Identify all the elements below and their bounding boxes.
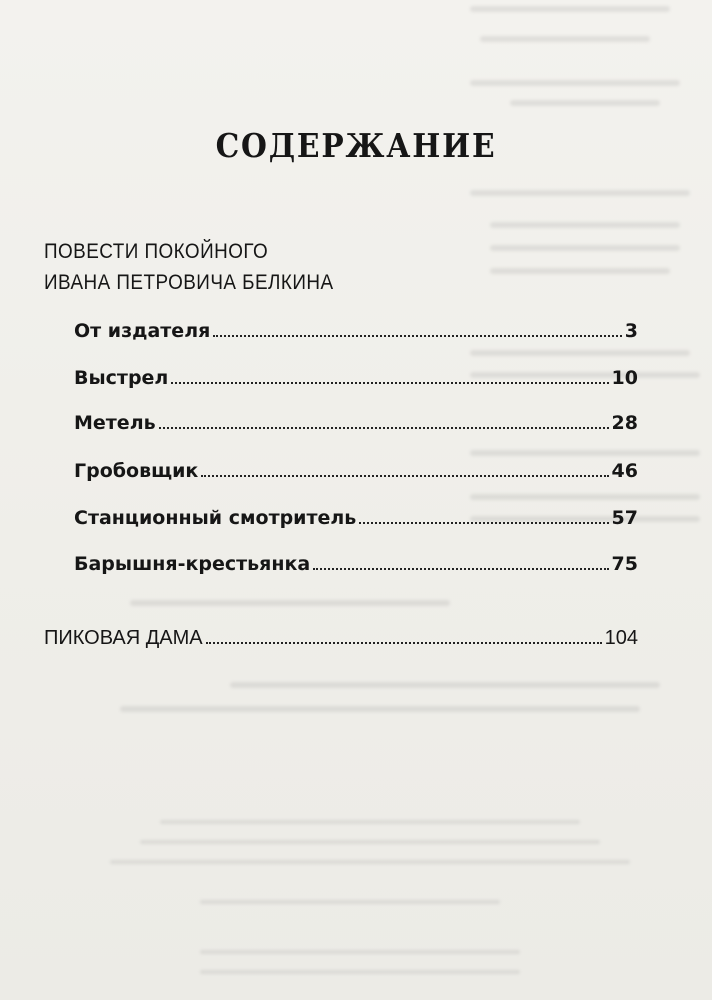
toc-leader-dots <box>171 381 608 384</box>
toc-leader-dots <box>313 567 608 570</box>
toc-entry-title: ПИКОВАЯ ДАМА <box>44 627 203 649</box>
toc-entry-title: Метель <box>74 412 156 434</box>
toc-entry-page: 75 <box>611 553 638 575</box>
toc-leader-dots <box>206 641 602 644</box>
toc-entry-page: 104 <box>604 627 638 649</box>
toc-leader-dots <box>359 521 608 524</box>
toc-entry-title: Барышня-крестьянка <box>74 553 311 575</box>
section-title-line1: ПОВЕСТИ ПОКОЙНОГО <box>44 240 269 263</box>
toc-leader-dots <box>201 474 608 477</box>
toc-leader-dots <box>213 334 621 337</box>
toc-entry[interactable] <box>74 412 638 434</box>
toc-entry-page: 3 <box>624 320 638 342</box>
toc-entry-page: 28 <box>611 412 638 434</box>
toc-entry-title: Станционный смотритель <box>74 507 357 529</box>
toc-entry-title: Выстрел <box>74 367 169 389</box>
toc-entry-page: 10 <box>611 367 638 389</box>
toc-entry-title: От издателя <box>74 320 211 342</box>
section-title-line2: ИВАНА ПЕТРОВИЧА БЕЛКИНА <box>44 271 334 294</box>
toc-leader-dots <box>159 426 609 429</box>
page-title: СОДЕРЖАНИЕ <box>215 126 497 165</box>
toc-entry-final[interactable] <box>44 627 638 650</box>
toc-entry-title: Гробовщик <box>74 460 199 482</box>
toc-entry[interactable] <box>74 460 638 482</box>
toc-entry[interactable] <box>74 367 638 389</box>
toc-entry[interactable] <box>74 553 638 575</box>
toc-entry-page: 57 <box>611 507 638 529</box>
toc-entry[interactable] <box>74 320 638 342</box>
toc-entry[interactable] <box>74 507 638 529</box>
toc-entry-page: 46 <box>611 460 638 482</box>
